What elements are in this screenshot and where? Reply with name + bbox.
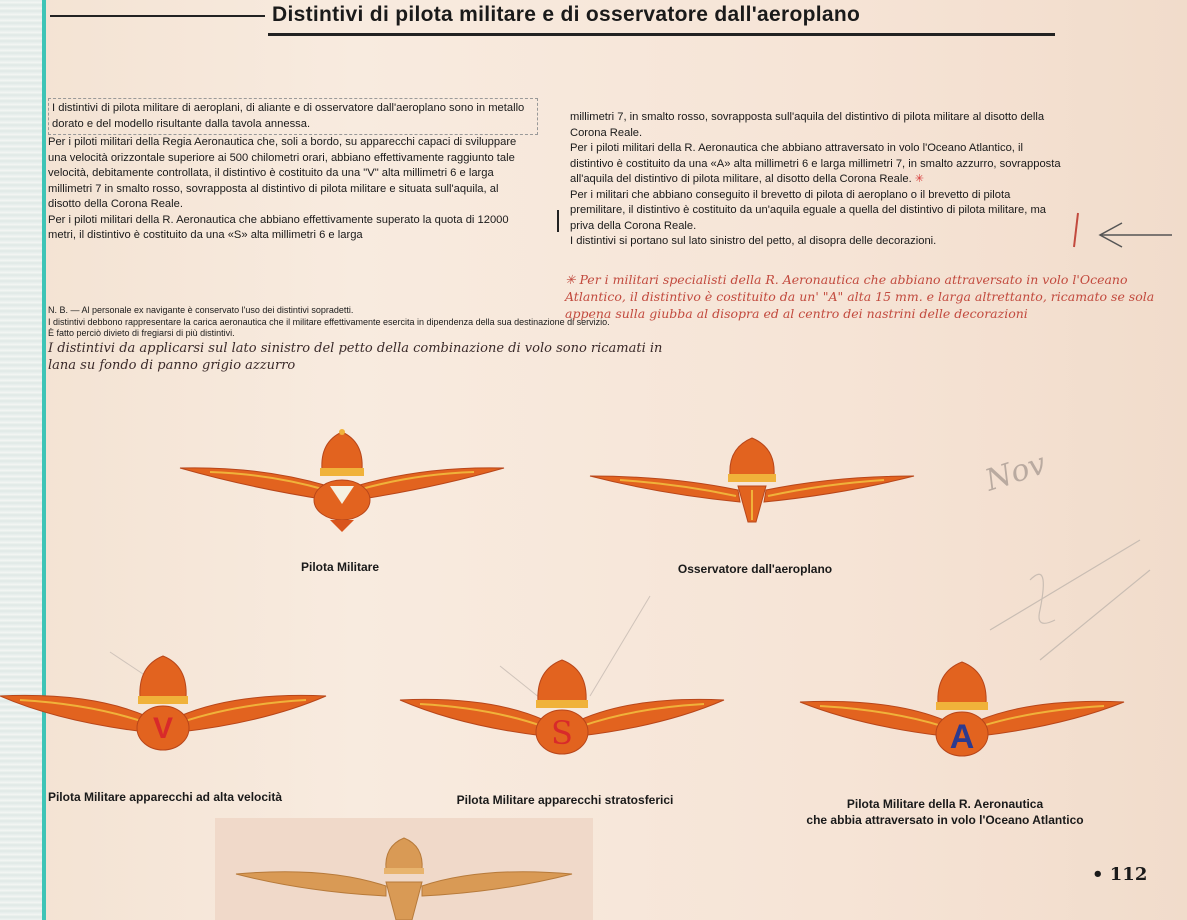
text-column-right — [570, 110, 1062, 250]
caption-atlantico-line-1: Pilota Militare della R. Aeronautica — [846, 797, 1044, 811]
handwritten-note-dark — [48, 340, 688, 374]
badge-osservatore — [590, 436, 914, 528]
crown-icon — [936, 662, 988, 710]
page-number: • 112 — [1092, 864, 1148, 885]
asterisk-mark: ✳ — [914, 173, 925, 185]
nb-line-3: È fatto perciò divieto di fregiarsi di più distintivi. — [48, 328, 235, 338]
letter-s: S — [551, 714, 573, 752]
paragraph-s: Per i piloti militari della R. Aeronautica che abbiano effettivamente superato la quota di 12000 metri, il distintivo è costituito da una «S» alta millimetri 6 e larga — [48, 213, 509, 241]
crown-icon — [536, 660, 588, 708]
margin-arrow-mark — [1060, 205, 1180, 255]
nb-line-2: I distintivi debbono rappresentare la carica aeronautica che il militare effettivamente esercita in dipendenza della sua destinazione di servizio. — [48, 316, 610, 327]
handwritten-dark-text: I distintivi da applicarsi sul lato sinistro del petto della combinazione di volo sono ricamati in lana su fondo di panno grigio azzurro — [48, 341, 663, 373]
caption-stratosferici: Pilota Militare apparecchi stratosferici — [456, 793, 674, 807]
nb-note — [48, 305, 748, 340]
nb-line-1: N. B. — Al personale ex navigante è conservato l'uso dei distintivi sopradetti. — [48, 305, 354, 315]
intro-paragraph: I distintivi di pilota militare di aeroplani, di aliante e di osservatore dall'aeroplano sono in metallo dorato e del modello risultante dalla tavola annessa. — [48, 98, 538, 135]
badge-stratosferici — [400, 656, 724, 766]
paragraph-v: Per i piloti militari della Regia Aeronautica che, soli a bordo, su apparecchi capaci di sviluppare una velocità orizzontale superiore ai 500 chilometri orari, abbiano effettivamente raggiunto tale velocità, debitamente controllata, il distintivo è costituito da una "V" alta millimetri 6 e larga millimetri 7 in smalto rosso, sovrapposta al distintivo di pilota militare e situata sull'aquila, al disotto della Corona Reale. — [48, 136, 517, 210]
caption-osservatore: Osservatore dall'aeroplano — [677, 562, 833, 576]
binding-line — [42, 0, 46, 920]
caption-atlantico-line-2: che abbia attraversato in volo l'Oceano Atlantico — [806, 813, 1084, 827]
title-underline — [268, 33, 1055, 36]
caption-alta-velocita: Pilota Militare apparecchi ad alta velocità — [47, 790, 283, 804]
badge-alta-velocita — [0, 652, 326, 762]
text-column-left — [48, 98, 534, 244]
paragraph-s-cont: millimetri 7, in smalto rosso, sovrapposta sull'aquila del distintivo di pilota militare al disotto della Corona Reale. — [570, 111, 1045, 139]
wings-icon — [236, 872, 572, 920]
crown-icon — [138, 656, 188, 704]
crown-icon — [728, 438, 776, 482]
paragraph-placement: I distintivi si portano sul lato sinistro del petto, al disopra delle decorazioni. — [570, 235, 937, 247]
margin-bar — [557, 210, 559, 232]
paragraph-brevetto: Per i militari che abbiano conseguito il brevetto di pilota di aeroplano o il brevetto di pilota premilitare, il distintivo è costituito da un'aquila eguale a quella del distintivo di pilota militare, ma priva della Corona Reale. — [570, 188, 1046, 232]
letter-v: V — [152, 712, 174, 745]
page-title: Distintivi di pilota militare e di osservatore dall'aeroplano — [272, 3, 861, 26]
pencil-note: Nov — [981, 446, 1051, 499]
scan-edge — [0, 0, 46, 920]
header-rule — [50, 15, 265, 17]
badge-atlantico — [800, 660, 1124, 764]
badge-pilota-militare — [180, 428, 504, 540]
crown-icon — [320, 429, 364, 476]
paragraph-a-text: Per i piloti militari della R. Aeronautica che abbiano attraversato in volo l'Oceano Atlantico, il distintivo è costituito da una «A» alta millimetri 6 e larga millimetri 7, in smalto azzurro, sovrapposta all'aquila del distintivo di pilota militare, al disotto della Corona Reale. — [570, 142, 1061, 185]
crown-icon — [384, 838, 424, 874]
pencil-scribble — [980, 520, 1160, 670]
letter-a: A — [949, 718, 975, 756]
badge-pilota-brevetto — [236, 836, 572, 920]
wings-icon — [590, 476, 914, 522]
paragraph-a — [570, 141, 1062, 188]
wings-icon — [180, 468, 504, 532]
caption-pilota-militare: Pilota Militare — [300, 560, 380, 574]
handwritten-red-text: ✳ Per i militari specialisti della R. Aeronautica che abbiano attraversato in volo l'Oceano Atlantico, il distintivo è costituito da un' "A" alta 15 mm. e larga altrettanto, ricamato se sola appena sulla giubba al disopra ed al centro dei nastrini delle decorazioni — [565, 272, 1155, 321]
